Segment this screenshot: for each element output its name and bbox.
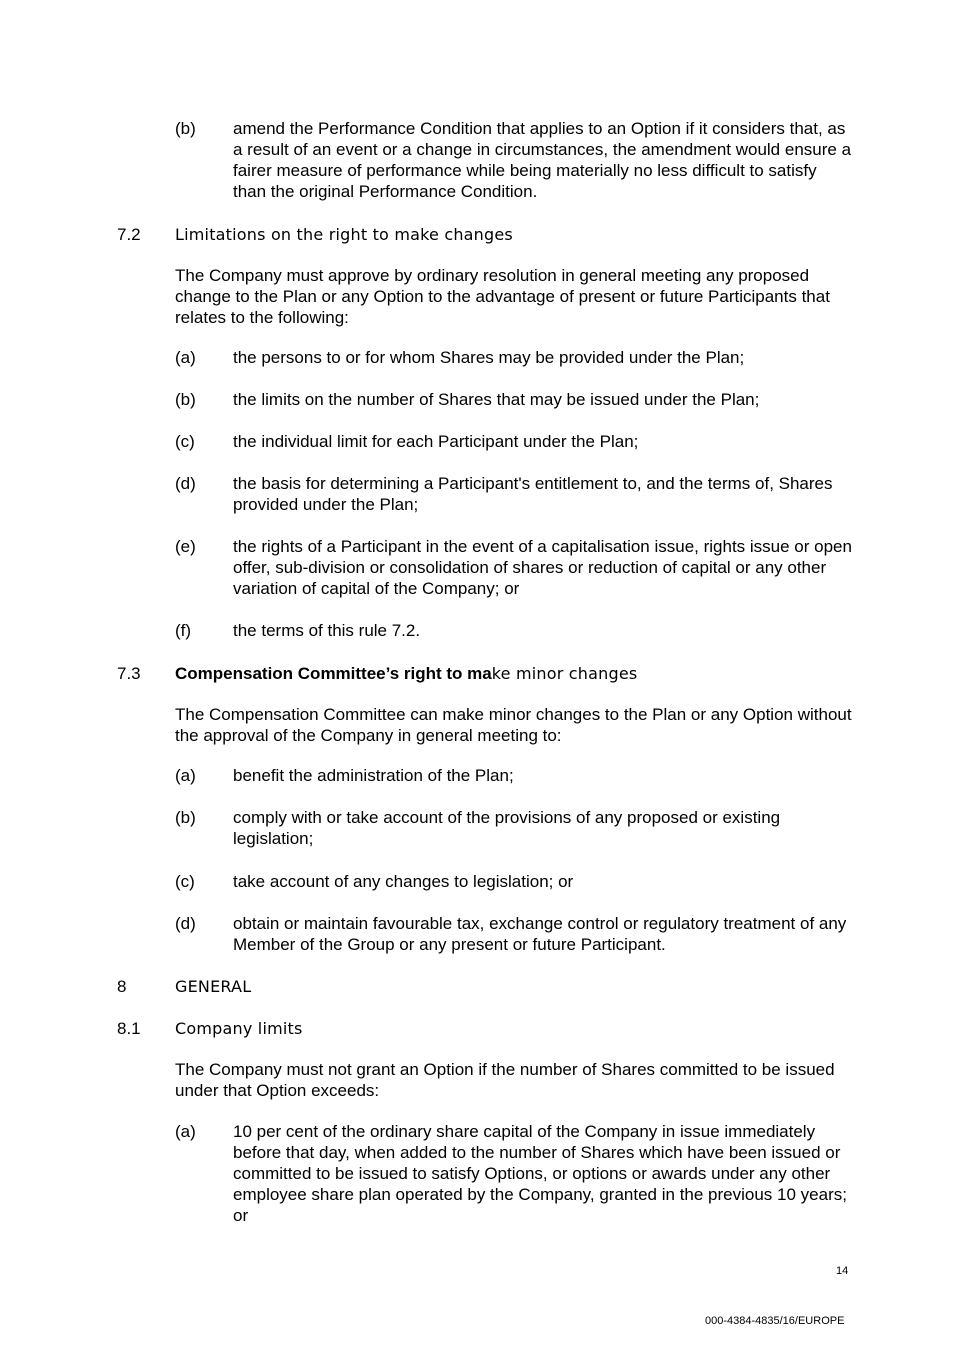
- clause-label: (a): [175, 766, 196, 785]
- section-7-2-intro: The Company must approve by ordinary resolution in general meeting any proposed change to the Plan or any Option to the advantage of present or future Participants that relates to the following:: [175, 266, 830, 327]
- clause-text: the rights of a Participant in the event of a capitalisation issue, rights issue or open offer, sub-division or consolidation of shares or reduction of capital or any other variation of capital of the Company; or: [233, 537, 852, 598]
- clause-label: (c): [175, 872, 195, 891]
- section-number: 7.3: [117, 664, 141, 683]
- clause-label: (b): [175, 119, 196, 138]
- section-number: 7.2: [117, 225, 141, 244]
- section-title-rest: ke minor changes: [491, 664, 638, 683]
- clause-text: benefit the administration of the Plan;: [233, 766, 514, 785]
- clause-label: (b): [175, 390, 196, 409]
- clause-label: (d): [175, 914, 196, 933]
- page-number: 14: [836, 1265, 849, 1277]
- section-7-3-intro: The Compensation Committee can make minor changes to the Plan or any Option without the approval of the Company in general meeting to:: [175, 705, 852, 745]
- clause-label: (e): [175, 537, 196, 556]
- section-title: GENERAL: [175, 977, 252, 996]
- section-8-1-intro: The Company must not grant an Option if the number of Shares committed to be issued under that Option exceeds:: [175, 1060, 835, 1100]
- clause-label: (a): [175, 348, 196, 367]
- section-title: Limitations on the right to make changes: [175, 225, 513, 244]
- clause-text: the persons to or for whom Shares may be provided under the Plan;: [233, 348, 745, 367]
- section-title-bold: Compensation Committee’s right to ma: [175, 664, 492, 683]
- clause-label: (c): [175, 432, 195, 451]
- clause-text: the limits on the number of Shares that may be issued under the Plan;: [233, 390, 760, 409]
- clause-label: (f): [175, 621, 192, 640]
- clause-label: (d): [175, 474, 196, 493]
- clause-text: the basis for determining a Participant's entitlement to, and the terms of, Shares provided under the Plan;: [233, 474, 833, 514]
- clause-text: amend the Performance Condition that applies to an Option if it considers that, as a result of an event or a change in circumstances, the amendment would ensure a fairer measure of performance while being materially no less difficult to satisfy than the original Performance Condition.: [233, 119, 852, 201]
- clause-label: (a): [175, 1122, 196, 1141]
- clause-text: take account of any changes to legislation; or: [233, 872, 574, 891]
- document-reference: 000-4384-4835/16/EUROPE: [705, 1315, 845, 1327]
- clause-text: the individual limit for each Participant under the Plan;: [233, 432, 639, 451]
- clause-text: 10 per cent of the ordinary share capital of the Company in issue immediately before that day, when added to the number of Shares which have been issued or committed to be issued to satisfy Options, or options or awards under any other employee share plan operated by the Company, granted in the previous 10 years; or: [233, 1122, 847, 1225]
- section-number: 8.1: [117, 1019, 141, 1038]
- section-number: 8: [117, 977, 127, 996]
- clause-label: (b): [175, 808, 196, 827]
- section-title: [175, 663, 637, 684]
- clause-text: comply with or take account of the provisions of any proposed or existing legislation;: [233, 808, 781, 848]
- section-title: Company limits: [175, 1019, 303, 1038]
- clause-text: obtain or maintain favourable tax, exchange control or regulatory treatment of any Member of the Group or any present or future Participant.: [233, 914, 847, 954]
- clause-text: the terms of this rule 7.2.: [233, 621, 421, 640]
